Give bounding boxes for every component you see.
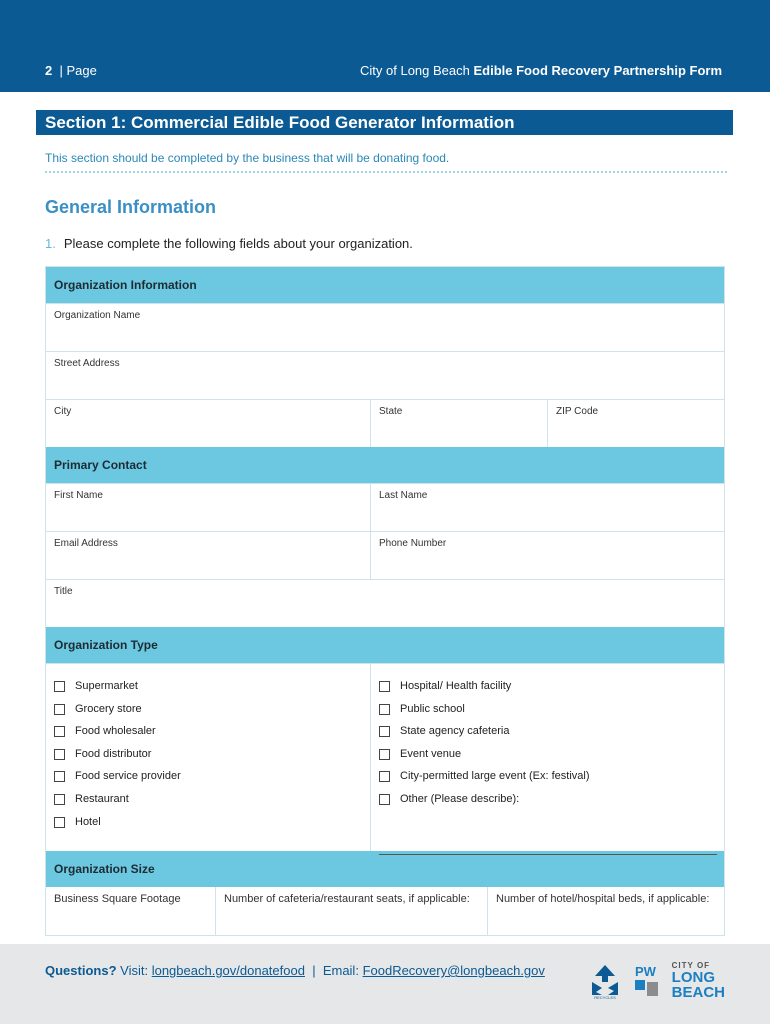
option-restaurant[interactable] — [54, 793, 362, 816]
logo-group — [588, 962, 725, 1000]
checkbox[interactable] — [379, 681, 390, 692]
state-label: State — [379, 406, 403, 417]
option-label: Event venue — [400, 747, 462, 760]
option-large-event[interactable] — [379, 770, 716, 793]
option-state-agency-cafeteria[interactable] — [379, 725, 716, 748]
title-label: Title — [54, 586, 73, 597]
city-label: City — [54, 406, 72, 417]
section-description: This section should be completed by the business that will be donating food. — [45, 151, 450, 165]
title-field[interactable] — [46, 580, 724, 627]
page-number — [45, 63, 97, 78]
email-label: Email: — [322, 963, 359, 978]
org-type-header: Organization Type — [46, 627, 724, 663]
page-label: | Page — [59, 63, 97, 78]
option-label: Restaurant — [75, 792, 129, 805]
street-address-label: Street Address — [54, 358, 120, 369]
org-name-label: Organization Name — [54, 310, 141, 321]
checkbox[interactable] — [379, 749, 390, 760]
zip-label: ZIP Code — [556, 406, 599, 417]
logo-long: LONG — [671, 969, 715, 986]
logo-city-of: CITY OF — [671, 961, 711, 970]
checkbox[interactable] — [379, 771, 390, 782]
checkbox[interactable] — [54, 794, 65, 805]
email-link[interactable]: FoodRecovery@longbeach.gov — [362, 963, 545, 978]
first-name-field[interactable] — [46, 484, 370, 531]
page-number-value: 2 — [45, 63, 53, 78]
email-label: Email Address — [54, 538, 118, 549]
donatefood-link[interactable]: longbeach.gov/donatefood — [151, 963, 305, 978]
state-field[interactable] — [370, 400, 547, 447]
org-info-header: Organization Information — [46, 267, 724, 303]
document-title-bold: Edible Food Recovery Partnership Form — [473, 63, 722, 78]
option-label: Food wholesaler — [75, 725, 156, 738]
option-label: Food distributor — [75, 747, 152, 760]
option-hospital[interactable] — [379, 680, 716, 703]
question-number: 1. — [45, 236, 56, 251]
first-name-label: First Name — [54, 490, 103, 501]
beds-label: Number of hotel/hospital beds, if applicable: — [496, 893, 710, 905]
seats-label: Number of cafeteria/restaurant seats, if applicable: — [224, 893, 470, 905]
divider — [45, 171, 727, 173]
city-of-long-beach-logo — [672, 962, 725, 1000]
checkbox[interactable] — [379, 704, 390, 715]
zip-field[interactable] — [547, 400, 724, 447]
org-type-right-column — [370, 664, 724, 851]
option-label: State agency cafeteria — [400, 725, 510, 738]
logo-beach: BEACH — [671, 984, 725, 1001]
document-title-prefix: City of Long Beach — [360, 63, 470, 78]
checkbox[interactable] — [54, 704, 65, 715]
option-label: Food service provider — [75, 770, 181, 783]
phone-label: Phone Number — [379, 538, 447, 549]
general-info-heading: General Information — [45, 197, 217, 217]
option-event-venue[interactable] — [379, 748, 716, 771]
checkbox[interactable] — [379, 794, 390, 805]
svg-text:PW: PW — [634, 964, 656, 979]
option-label: Hotel — [75, 815, 101, 828]
option-food-wholesaler[interactable] — [54, 725, 362, 748]
phone-field[interactable] — [370, 532, 724, 579]
long-beach-recycles-logo — [588, 962, 622, 1000]
option-supermarket[interactable] — [54, 680, 362, 703]
street-address-field[interactable] — [46, 352, 724, 399]
question-1 — [45, 236, 413, 251]
page-header — [0, 0, 770, 92]
organization-form — [45, 266, 725, 936]
option-grocery-store[interactable] — [54, 703, 362, 726]
page-footer — [0, 944, 770, 1024]
square-footage-label: Business Square Footage — [54, 893, 181, 905]
option-food-distributor[interactable] — [54, 748, 362, 771]
square-footage-field[interactable] — [46, 887, 215, 935]
last-name-label: Last Name — [379, 490, 428, 501]
checkbox[interactable] — [54, 817, 65, 828]
org-type-left-column — [46, 664, 370, 851]
other-describe-input[interactable] — [379, 854, 717, 855]
svg-text:RECYCLES: RECYCLES — [593, 995, 616, 1000]
checkbox[interactable] — [379, 726, 390, 737]
checkbox[interactable] — [54, 681, 65, 692]
option-label: City-permitted large event (Ex: festival) — [400, 770, 590, 783]
question-text: Please complete the following fields about your organization. — [63, 236, 413, 251]
questions-label: Questions? — [45, 963, 117, 978]
visit-label: Visit: — [120, 963, 149, 978]
checkbox[interactable] — [54, 726, 65, 737]
questions-line — [45, 963, 545, 978]
option-other[interactable] — [379, 793, 716, 816]
beds-field[interactable] — [487, 887, 724, 935]
option-label: Supermarket — [75, 680, 138, 692]
option-label: Public school — [400, 702, 465, 715]
option-label: Hospital/ Health facility — [400, 680, 512, 692]
last-name-field[interactable] — [370, 484, 724, 531]
option-food-service-provider[interactable] — [54, 770, 362, 793]
public-works-icon — [632, 962, 662, 1000]
option-label: Other (Please describe): — [400, 792, 520, 805]
org-size-header: Organization Size — [46, 851, 724, 887]
email-field[interactable] — [46, 532, 370, 579]
option-public-school[interactable] — [379, 703, 716, 726]
document-title — [360, 63, 722, 78]
city-field[interactable] — [46, 400, 370, 447]
primary-contact-header: Primary Contact — [46, 447, 724, 483]
seats-field[interactable] — [215, 887, 487, 935]
section-title: Section 1: Commercial Edible Food Generator Information — [36, 110, 733, 135]
option-label: Grocery store — [75, 702, 142, 715]
recycle-icon — [588, 962, 622, 1000]
separator: | — [312, 963, 316, 978]
org-name-field[interactable] — [46, 304, 724, 351]
checkbox[interactable] — [54, 771, 65, 782]
checkbox[interactable] — [54, 749, 65, 760]
option-hotel[interactable] — [54, 816, 362, 839]
public-works-logo — [632, 962, 662, 1000]
